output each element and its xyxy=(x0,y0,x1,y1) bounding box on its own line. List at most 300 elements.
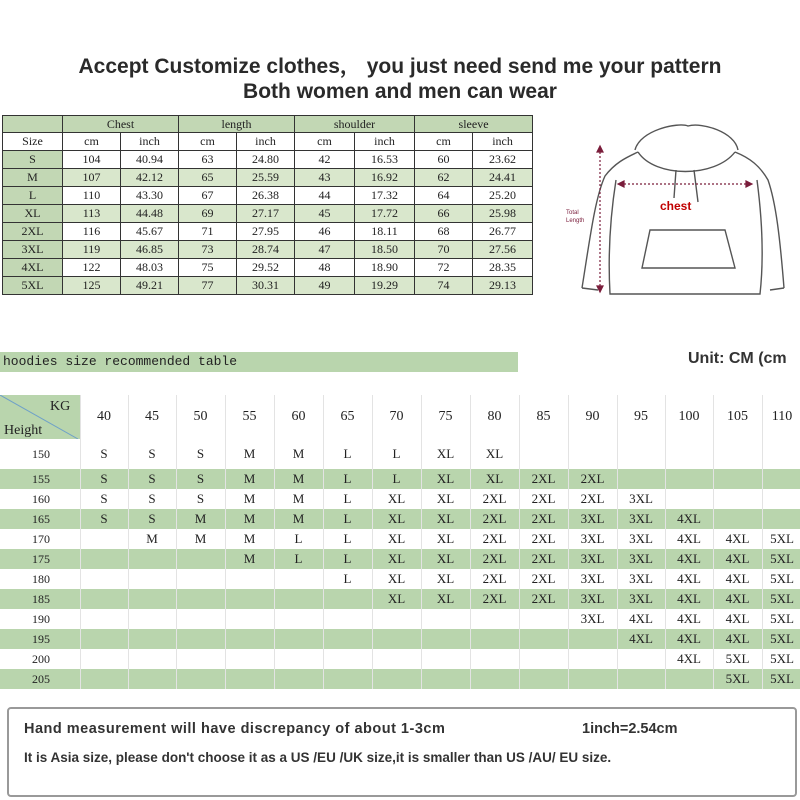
size-cell: S xyxy=(128,439,176,469)
size-cell xyxy=(323,589,372,609)
size-cell xyxy=(421,649,470,669)
size-value-cell: 27.17 xyxy=(237,205,295,223)
size-cell xyxy=(274,609,323,629)
size-cell xyxy=(470,669,519,689)
size-cell: L xyxy=(323,439,372,469)
size-cell xyxy=(713,489,762,509)
weight-header: 105 xyxy=(713,395,762,439)
weight-header: 55 xyxy=(225,395,274,439)
size-value-cell: 110 xyxy=(63,187,121,205)
size-cell: M xyxy=(225,509,274,529)
size-cell: 5XL xyxy=(713,669,762,689)
size-cell xyxy=(470,629,519,649)
size-cell xyxy=(80,669,128,689)
size-cell: 2XL xyxy=(568,489,617,509)
size-cell: 2XL xyxy=(568,469,617,489)
size-cell: S xyxy=(128,509,176,529)
size-value-cell: 69 xyxy=(179,205,237,223)
height-cell: 200 xyxy=(0,649,80,669)
size-value-cell: 43.30 xyxy=(121,187,179,205)
size-cell: XL xyxy=(421,529,470,549)
size-cell: L xyxy=(323,509,372,529)
size-name-cell: 2XL xyxy=(3,223,63,241)
size-cell xyxy=(568,669,617,689)
size-cell: 2XL xyxy=(470,569,519,589)
size-value-cell: 122 xyxy=(63,259,121,277)
size-cell: 3XL xyxy=(617,569,665,589)
size-row xyxy=(3,187,533,205)
size-cell xyxy=(762,469,800,489)
size-value-cell: 29.13 xyxy=(473,277,533,295)
height-cell: 150 xyxy=(0,439,80,469)
size-cell: 3XL xyxy=(617,589,665,609)
size-value-cell: 40.94 xyxy=(121,151,179,169)
size-cell: XL xyxy=(372,569,421,589)
size-cell xyxy=(665,469,713,489)
group-chest: Chest xyxy=(63,116,179,133)
size-cell xyxy=(372,669,421,689)
size-value-cell: 65 xyxy=(179,169,237,187)
size-cell: M xyxy=(128,529,176,549)
size-cell: 4XL xyxy=(617,629,665,649)
size-value-cell: 27.56 xyxy=(473,241,533,259)
weight-header: 60 xyxy=(274,395,323,439)
size-cell: M xyxy=(225,489,274,509)
size-value-cell: 62 xyxy=(415,169,473,187)
size-cell: 4XL xyxy=(713,629,762,649)
recommend-row xyxy=(0,469,800,489)
size-table-group-header xyxy=(3,116,533,133)
height-cell: 165 xyxy=(0,509,80,529)
height-cell: 190 xyxy=(0,609,80,629)
size-value-cell: 47 xyxy=(295,241,355,259)
size-cell xyxy=(128,569,176,589)
size-value-cell: 29.52 xyxy=(237,259,295,277)
size-cell xyxy=(665,489,713,509)
size-cell: 3XL xyxy=(568,609,617,629)
size-cell xyxy=(519,649,568,669)
size-cell: 2XL xyxy=(519,569,568,589)
size-value-cell: 44 xyxy=(295,187,355,205)
size-cell: XL xyxy=(372,529,421,549)
size-cell xyxy=(470,649,519,669)
size-value-cell: 45 xyxy=(295,205,355,223)
size-cell: 2XL xyxy=(519,489,568,509)
size-value-cell: 18.50 xyxy=(355,241,415,259)
size-cell: S xyxy=(80,469,128,489)
size-cell: M xyxy=(274,439,323,469)
size-cell: 2XL xyxy=(470,509,519,529)
recommend-row xyxy=(0,569,800,589)
size-cell: 5XL xyxy=(762,609,800,629)
unit-cell: inch xyxy=(355,133,415,151)
size-value-cell: 67 xyxy=(179,187,237,205)
size-row xyxy=(3,241,533,259)
weight-header: 90 xyxy=(568,395,617,439)
unit-label: Unit: CM (cm xyxy=(688,350,787,367)
unit-cell: inch xyxy=(121,133,179,151)
size-cell: 3XL xyxy=(568,529,617,549)
size-cell: 5XL xyxy=(762,529,800,549)
height-cell: 175 xyxy=(0,549,80,569)
size-value-cell: 125 xyxy=(63,277,121,295)
size-value-cell: 73 xyxy=(179,241,237,259)
size-value-cell: 26.38 xyxy=(237,187,295,205)
size-cell: 2XL xyxy=(470,489,519,509)
recommend-row xyxy=(0,589,800,609)
unit-cell: cm xyxy=(179,133,237,151)
size-value-cell: 45.67 xyxy=(121,223,179,241)
size-value-cell: 46.85 xyxy=(121,241,179,259)
size-cell: S xyxy=(128,469,176,489)
length-arrow-icon xyxy=(597,146,603,292)
size-cell: L xyxy=(323,549,372,569)
size-row xyxy=(3,169,533,187)
size-cell: 2XL xyxy=(470,589,519,609)
size-value-cell: 16.92 xyxy=(355,169,415,187)
size-value-cell: 28.74 xyxy=(237,241,295,259)
size-cell xyxy=(519,609,568,629)
size-cell xyxy=(665,669,713,689)
size-cell xyxy=(274,669,323,689)
size-value-cell: 104 xyxy=(63,151,121,169)
recommend-row xyxy=(0,609,800,629)
size-cell: 5XL xyxy=(762,589,800,609)
headline-line-1: Accept Customize clothes， you just need send me your pattern xyxy=(78,55,722,78)
size-value-cell: 66 xyxy=(415,205,473,223)
size-cell xyxy=(128,609,176,629)
size-cell xyxy=(713,509,762,529)
size-cell xyxy=(323,609,372,629)
size-cell xyxy=(421,629,470,649)
size-cell: XL xyxy=(372,509,421,529)
size-cell xyxy=(80,569,128,589)
size-cell xyxy=(80,589,128,609)
size-row xyxy=(3,223,533,241)
note-asia-size: It is Asia size, please don't choose it as a US /EU /UK size,it is smaller than US /AU/ EU size. xyxy=(24,750,612,765)
size-cell: XL xyxy=(421,489,470,509)
size-cell: 3XL xyxy=(617,529,665,549)
total-length-label-1: Total xyxy=(566,210,579,216)
size-cell: 4XL xyxy=(665,629,713,649)
size-cell: M xyxy=(274,489,323,509)
size-cell: 2XL xyxy=(519,589,568,609)
size-row xyxy=(3,277,533,295)
group-length: length xyxy=(179,116,295,133)
headline-line-2: Both women and men can wear xyxy=(243,80,557,103)
size-cell: XL xyxy=(372,489,421,509)
size-cell: M xyxy=(176,529,225,549)
size-cell: M xyxy=(274,509,323,529)
size-cell: S xyxy=(80,509,128,529)
recommend-table xyxy=(0,395,800,689)
size-cell: 2XL xyxy=(519,549,568,569)
size-cell xyxy=(665,439,713,469)
size-cell: 4XL xyxy=(665,569,713,589)
size-row xyxy=(3,151,533,169)
recommend-row xyxy=(0,649,800,669)
size-value-cell: 113 xyxy=(63,205,121,223)
recommend-row xyxy=(0,509,800,529)
weight-header: 75 xyxy=(421,395,470,439)
size-cell xyxy=(80,549,128,569)
size-cell xyxy=(323,669,372,689)
height-cell: 180 xyxy=(0,569,80,589)
size-value-cell: 26.77 xyxy=(473,223,533,241)
size-cell: 2XL xyxy=(519,509,568,529)
size-value-cell: 24.80 xyxy=(237,151,295,169)
size-name-cell: 5XL xyxy=(3,277,63,295)
size-value-cell: 48 xyxy=(295,259,355,277)
size-cell: 4XL xyxy=(665,549,713,569)
size-value-cell: 42.12 xyxy=(121,169,179,187)
size-cell: L xyxy=(323,489,372,509)
size-cell: L xyxy=(323,569,372,589)
size-cell xyxy=(225,649,274,669)
size-cell xyxy=(274,589,323,609)
size-cell: 5XL xyxy=(762,669,800,689)
size-value-cell: 30.31 xyxy=(237,277,295,295)
size-value-cell: 43 xyxy=(295,169,355,187)
size-cell: 5XL xyxy=(762,649,800,669)
size-cell: 3XL xyxy=(617,549,665,569)
weight-header: 40 xyxy=(80,395,128,439)
size-cell: M xyxy=(225,469,274,489)
note-inch-conversion: 1inch=2.54cm xyxy=(582,721,678,737)
size-cell: L xyxy=(274,549,323,569)
size-value-cell: 46 xyxy=(295,223,355,241)
size-value-cell: 70 xyxy=(415,241,473,259)
unit-cell: inch xyxy=(473,133,533,151)
size-cell: S xyxy=(176,469,225,489)
size-cell: 4XL xyxy=(713,609,762,629)
size-value-cell: 74 xyxy=(415,277,473,295)
size-cell xyxy=(762,489,800,509)
size-table-corner xyxy=(3,116,63,133)
size-cell xyxy=(372,609,421,629)
size-cell xyxy=(128,669,176,689)
size-cell xyxy=(274,569,323,589)
recommend-row xyxy=(0,489,800,509)
size-name-cell: L xyxy=(3,187,63,205)
size-cell: 4XL xyxy=(617,609,665,629)
recommend-corner xyxy=(0,395,80,439)
size-cell: S xyxy=(80,439,128,469)
size-name-cell: M xyxy=(3,169,63,187)
size-cell xyxy=(225,669,274,689)
recommend-header-row xyxy=(0,395,800,439)
size-cell: L xyxy=(372,469,421,489)
size-cell xyxy=(80,529,128,549)
size-cell: 3XL xyxy=(568,569,617,589)
recommend-row xyxy=(0,629,800,649)
weight-header: 70 xyxy=(372,395,421,439)
size-cell: S xyxy=(80,489,128,509)
size-value-cell: 42 xyxy=(295,151,355,169)
size-cell xyxy=(274,649,323,669)
size-row xyxy=(3,259,533,277)
weight-header: 65 xyxy=(323,395,372,439)
height-cell: 155 xyxy=(0,469,80,489)
size-value-cell: 64 xyxy=(415,187,473,205)
size-cell: XL xyxy=(372,549,421,569)
size-value-cell: 44.48 xyxy=(121,205,179,223)
size-cell xyxy=(80,649,128,669)
size-value-cell: 60 xyxy=(415,151,473,169)
size-value-cell: 119 xyxy=(63,241,121,259)
size-cell xyxy=(421,669,470,689)
size-cell: 5XL xyxy=(713,649,762,669)
recommend-table-title: hoodies size recommended table xyxy=(0,352,518,372)
size-cell xyxy=(225,609,274,629)
height-cell: 170 xyxy=(0,529,80,549)
size-cell: M xyxy=(225,549,274,569)
size-cell: 4XL xyxy=(713,549,762,569)
size-cell: 5XL xyxy=(762,549,800,569)
size-cell: XL xyxy=(421,469,470,489)
size-cell: XL xyxy=(421,439,470,469)
size-cell: L xyxy=(323,529,372,549)
weight-header: 95 xyxy=(617,395,665,439)
size-value-cell: 25.98 xyxy=(473,205,533,223)
size-value-cell: 72 xyxy=(415,259,473,277)
size-value-cell: 107 xyxy=(63,169,121,187)
size-cell xyxy=(762,439,800,469)
height-cell: 185 xyxy=(0,589,80,609)
size-cell: 4XL xyxy=(713,589,762,609)
size-cell: 4XL xyxy=(713,569,762,589)
recommend-row xyxy=(0,549,800,569)
size-cell: 4XL xyxy=(665,649,713,669)
size-name-cell: XL xyxy=(3,205,63,223)
size-cell: 5XL xyxy=(762,569,800,589)
size-label: Size xyxy=(3,133,63,151)
size-cell: S xyxy=(176,439,225,469)
size-cell xyxy=(80,629,128,649)
size-cell: 2XL xyxy=(470,529,519,549)
size-value-cell: 23.62 xyxy=(473,151,533,169)
size-cell xyxy=(372,629,421,649)
height-cell: 160 xyxy=(0,489,80,509)
size-cell: 4XL xyxy=(665,609,713,629)
group-shoulder: shoulder xyxy=(295,116,415,133)
size-cell: XL xyxy=(372,589,421,609)
size-cell xyxy=(225,629,274,649)
recommend-row xyxy=(0,669,800,689)
size-value-cell: 17.32 xyxy=(355,187,415,205)
size-cell: XL xyxy=(421,509,470,529)
kg-label: KG xyxy=(50,399,71,414)
size-cell: XL xyxy=(421,569,470,589)
unit-cell: inch xyxy=(237,133,295,151)
size-value-cell: 49 xyxy=(295,277,355,295)
size-cell xyxy=(519,669,568,689)
size-cell xyxy=(713,469,762,489)
size-cell: XL xyxy=(470,439,519,469)
size-cell xyxy=(128,589,176,609)
size-value-cell: 75 xyxy=(179,259,237,277)
size-cell xyxy=(519,439,568,469)
size-value-cell: 19.29 xyxy=(355,277,415,295)
size-cell: M xyxy=(176,509,225,529)
height-label: Height xyxy=(4,423,43,438)
unit-cell: cm xyxy=(295,133,355,151)
recommend-row xyxy=(0,529,800,549)
size-cell xyxy=(128,549,176,569)
size-cell: L xyxy=(323,469,372,489)
size-cell xyxy=(323,649,372,669)
size-value-cell: 71 xyxy=(179,223,237,241)
size-name-cell: S xyxy=(3,151,63,169)
size-cell xyxy=(176,589,225,609)
size-cell: 3XL xyxy=(568,589,617,609)
size-row xyxy=(3,205,533,223)
size-value-cell: 48.03 xyxy=(121,259,179,277)
size-cell xyxy=(176,569,225,589)
chest-label: chest xyxy=(660,199,692,213)
size-cell xyxy=(128,649,176,669)
size-cell: XL xyxy=(421,589,470,609)
size-cell: M xyxy=(274,469,323,489)
size-cell: 4XL xyxy=(665,589,713,609)
size-cell xyxy=(372,649,421,669)
size-cell: 4XL xyxy=(713,529,762,549)
size-value-cell: 27.95 xyxy=(237,223,295,241)
height-cell: 195 xyxy=(0,629,80,649)
size-cell xyxy=(617,649,665,669)
size-cell: 3XL xyxy=(617,509,665,529)
hoodie-diagram xyxy=(560,118,800,298)
note-discrepancy: Hand measurement will have discrepancy of about 1-3cm xyxy=(24,721,446,737)
weight-header: 100 xyxy=(665,395,713,439)
size-cell: S xyxy=(176,489,225,509)
size-cell xyxy=(80,609,128,629)
size-value-cell: 63 xyxy=(179,151,237,169)
size-cell xyxy=(568,649,617,669)
size-value-cell: 28.35 xyxy=(473,259,533,277)
size-cell xyxy=(617,469,665,489)
size-cell xyxy=(470,609,519,629)
size-chart-table xyxy=(2,115,533,295)
size-value-cell: 116 xyxy=(63,223,121,241)
size-value-cell: 16.53 xyxy=(355,151,415,169)
size-cell xyxy=(421,609,470,629)
size-value-cell: 77 xyxy=(179,277,237,295)
weight-header: 85 xyxy=(519,395,568,439)
unit-cell: cm xyxy=(63,133,121,151)
size-value-cell: 25.59 xyxy=(237,169,295,187)
group-sleeve: sleeve xyxy=(415,116,533,133)
size-cell: 2XL xyxy=(519,529,568,549)
size-cell xyxy=(176,669,225,689)
size-cell xyxy=(713,439,762,469)
size-cell: XL xyxy=(470,469,519,489)
size-cell xyxy=(274,629,323,649)
size-cell: L xyxy=(274,529,323,549)
chest-arrow-icon xyxy=(618,181,752,187)
size-cell xyxy=(225,589,274,609)
unit-cell: cm xyxy=(415,133,473,151)
size-cell: L xyxy=(372,439,421,469)
size-cell xyxy=(617,439,665,469)
size-cell xyxy=(176,549,225,569)
size-cell: 2XL xyxy=(519,469,568,489)
size-name-cell: 3XL xyxy=(3,241,63,259)
size-cell: 2XL xyxy=(470,549,519,569)
size-table-unit-header xyxy=(3,133,533,151)
size-cell: S xyxy=(128,489,176,509)
size-cell xyxy=(176,649,225,669)
